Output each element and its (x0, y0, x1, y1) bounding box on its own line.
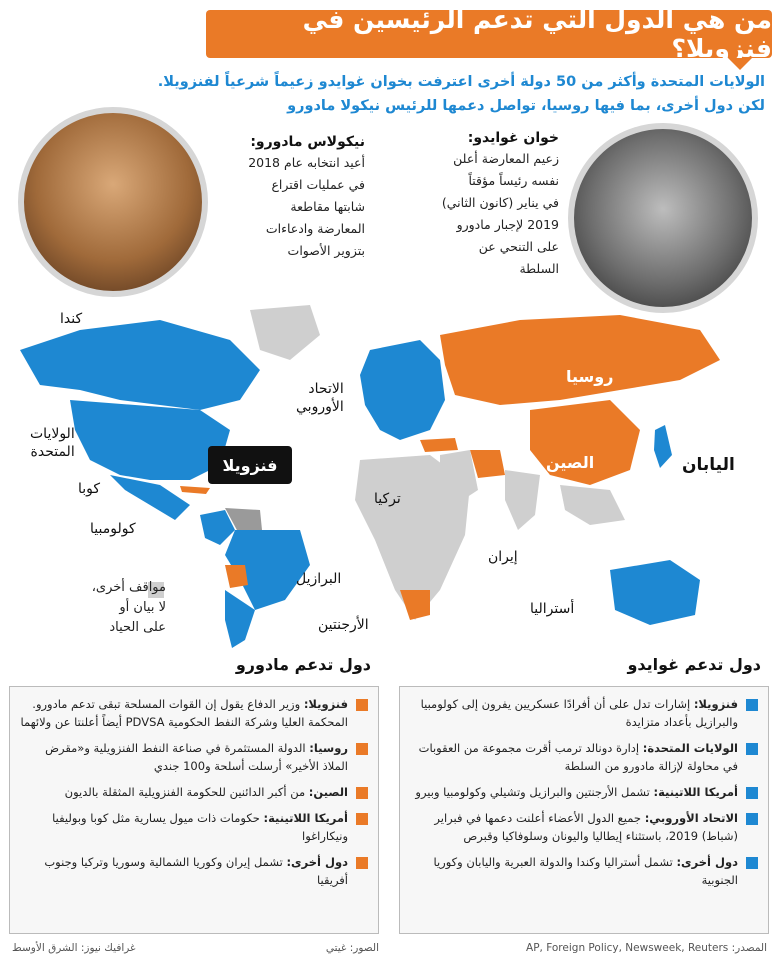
bullet-square (746, 699, 758, 711)
label-iran: إيران (488, 549, 518, 565)
maduro-portrait (18, 107, 208, 297)
item-text: تشمل الأرجنتين والبرازيل وتشيلي وكولومبيا وبيرو (415, 785, 654, 799)
map-cuba (180, 486, 210, 494)
guaido-portrait (568, 123, 758, 313)
maduro-supporters-title: دول تدعم مادورو (235, 655, 371, 674)
bullet-square (746, 743, 758, 755)
map-china (530, 400, 640, 485)
bullet-square (356, 743, 368, 755)
map-se-asia (560, 485, 625, 525)
list-item (410, 853, 758, 889)
label-colombia: كولومبيا (90, 521, 136, 537)
bullet-square (746, 813, 758, 825)
list-item (20, 739, 368, 775)
map-australia (610, 560, 700, 625)
page-title: من هي الدول التي تدعم الرئيسين في فنزويلا؟ (206, 10, 772, 58)
label-canada: كندا (60, 311, 83, 327)
list-item (20, 853, 368, 889)
guaido-bio-line: في يناير (كانون الثاني) (441, 195, 559, 210)
label-cuba: كوبا (78, 481, 101, 497)
guaido-bio-line: السلطة (519, 261, 559, 276)
label-eu-line: الاتحاد (308, 381, 344, 397)
maduro-bio-line: المعارضة وادعاءات (265, 221, 365, 236)
item-text: الدولة المستثمرة في صناعة النفط الفنزويلية و«مقرض الملاذ الأخير» أرسلت أسلحة و100 جندي (45, 741, 348, 773)
footer-source: المصدر: AP, Foreign Policy, Newsweek, Reuters (526, 942, 767, 954)
label-china: الصين (546, 453, 595, 472)
guaido-supporters-panel (399, 686, 769, 934)
item-lead: الولايات المتحدة: (642, 741, 738, 755)
item-lead: فنزويلا: (693, 697, 738, 711)
bullet-square (356, 813, 368, 825)
subtitle-line-1: الولايات المتحدة وأكثر من 50 دولة أخرى اعترفت بخوان غوايدو زعيماً شرعياً لفنزويلا. (157, 74, 765, 90)
item-lead: أمريكا اللاتينية: (263, 811, 348, 825)
list-item (410, 809, 758, 845)
map-japan (654, 425, 672, 468)
bullet-square (356, 699, 368, 711)
maduro-bio-line: في عمليات اقتراع (271, 177, 365, 192)
maduro-supporters-panel (9, 686, 379, 934)
map-greenland (250, 305, 320, 360)
label-usa-line: الولايات (30, 426, 75, 442)
item-text: إدارة دونالد ترمب أقرت مجموعة من العقوبات في محاولة لإزالة مادورو من السلطة (418, 741, 738, 773)
label-eu-line: الأوروبي (296, 399, 344, 415)
guaido-bio-line: 2019 لإجبار مادورو (456, 217, 559, 232)
legend-other-line: مواقف أخرى، (91, 580, 166, 595)
map-india (505, 470, 540, 530)
maduro-bio-line: بتزوير الأصوات (287, 243, 365, 258)
list-item (410, 783, 758, 801)
map-russia (440, 315, 720, 405)
map-bolivia (225, 565, 248, 588)
label-argentina: الأرجنتين (318, 617, 369, 633)
footer-photos: الصور: غيتي (325, 942, 379, 954)
item-text: وزير الدفاع يقول إن القوات المسلحة تبقى تدعم مادورو. المحكمة العليا وشركة النفط الحكومية PDVSA أيضاً أعلنتا عن ولائهما (20, 697, 348, 729)
label-australia: أستراليا (530, 601, 575, 617)
map-south-africa (400, 590, 430, 620)
map-iran (470, 450, 505, 478)
maduro-name: نيكولاس مادورو: (250, 134, 365, 150)
bullet-square (356, 787, 368, 799)
list-item (20, 783, 368, 801)
list-item (20, 695, 368, 731)
list-item (410, 739, 758, 775)
maduro-bio (225, 152, 365, 262)
label-turkey: تركيا (374, 491, 401, 507)
label-japan: اليابان (682, 455, 735, 475)
footer-graphic: غرافيك نيوز: الشرق الأوسط (12, 942, 136, 954)
label-usa (30, 425, 75, 461)
bullet-square (746, 857, 758, 869)
list-item (20, 809, 368, 845)
item-text: تشمل أستراليا وكندا والدولة العبرية واليابان وكوريا الجنوبية (433, 855, 738, 887)
item-lead: أمريكا اللاتينية: (653, 785, 738, 799)
subtitle (85, 70, 765, 118)
legend-other-line: على الحياد (109, 620, 166, 635)
label-usa-line: المتحدة (30, 444, 75, 460)
map-usa (70, 400, 230, 480)
map-europe (360, 340, 445, 440)
guaido-supporters-title: دول تدعم غوايدو (627, 655, 761, 674)
legend-other-line: لا بيان أو (119, 600, 166, 615)
guaido-bio-line: على التنحي عن (478, 239, 559, 254)
item-text: حكومات ذات ميول يسارية مثل كوبا وبوليفيا ونيكاراغوا (52, 811, 348, 843)
item-lead: الاتحاد الأوروبي: (644, 811, 738, 825)
legend-other (80, 578, 166, 638)
map-mexico (110, 475, 190, 520)
guaido-bio-line: نفسه رئيساً مؤقتاً (468, 173, 559, 188)
bullet-square (746, 787, 758, 799)
label-brazil: البرازيل (296, 571, 342, 587)
item-lead: دول أخرى: (676, 855, 738, 869)
item-text: إشارات تدل على أن أفرادًا عسكريين يفرون إلى كولومبيا والبرازيل بأعداد متزايدة (420, 697, 738, 729)
guaido-bio (429, 148, 559, 280)
guaido-name: خوان غوايدو: (467, 130, 559, 146)
label-venezuela: فنزويلا (208, 446, 292, 484)
label-russia: روسيا (566, 367, 614, 386)
maduro-bio-line: أعيد انتخابه عام 2018 (248, 155, 365, 170)
map-turkey (420, 438, 458, 452)
item-lead: فنزويلا: (303, 697, 348, 711)
item-lead: دول أخرى: (286, 855, 348, 869)
item-lead: الصين: (308, 785, 348, 799)
item-text: جميع الدول الأعضاء أعلنت دعمها في فبراير (شباط) 2019، باستثناء إيطاليا واليونان وسلوفاكيا وقبرص (434, 811, 738, 843)
item-text: تشمل إيران وكوريا الشمالية وسوريا وتركيا وجنوب أفريقيا (44, 855, 348, 887)
subtitle-line-2: لكن دول أخرى، بما فيها روسيا، تواصل دعمها للرئيس نيكولا مادورو (287, 98, 765, 114)
item-lead: روسيا: (309, 741, 348, 755)
guaido-bio-line: زعيم المعارضة أعلن (453, 151, 559, 166)
label-eu (296, 380, 344, 416)
item-text: من أكبر الدائنين للحكومة الفنزويلية المثقلة بالديون (64, 785, 309, 799)
maduro-bio-line: شابتها مقاطعة (290, 199, 365, 214)
list-item (410, 695, 758, 731)
bullet-square (356, 857, 368, 869)
footer (0, 938, 779, 960)
map-canada (20, 320, 260, 410)
